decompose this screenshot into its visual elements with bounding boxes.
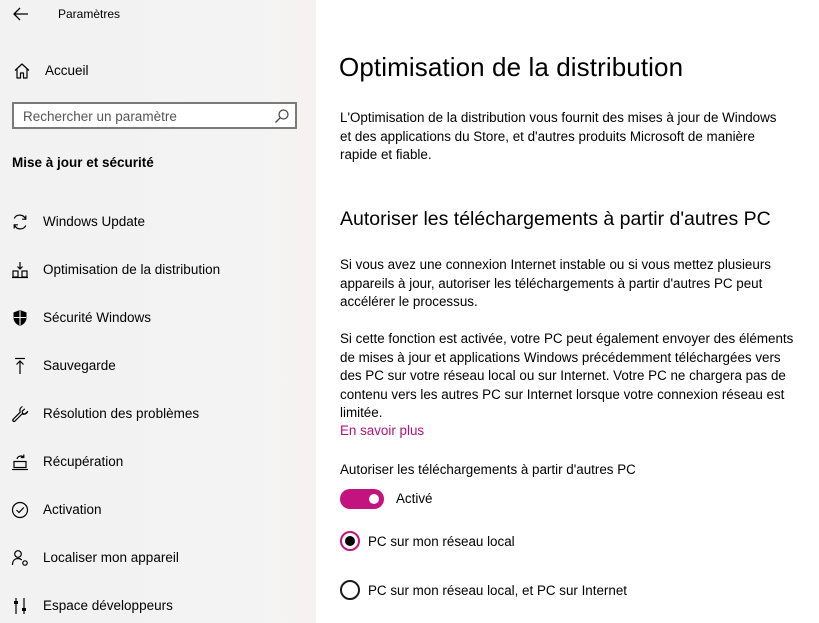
sidebar-item-label: Optimisation de la distribution	[43, 262, 221, 277]
sidebar-item-troubleshoot[interactable]	[0, 396, 316, 432]
shield-icon	[10, 308, 30, 328]
wrench-icon	[10, 404, 30, 424]
delivery-optimization-icon	[10, 260, 30, 280]
page-title: Optimisation de la distribution	[339, 52, 684, 82]
sidebar-item-label: Sécurité Windows	[43, 310, 152, 325]
recovery-icon	[10, 452, 30, 472]
back-button[interactable]	[9, 3, 33, 25]
radio-label-local-network[interactable]: PC sur mon réseau local	[368, 534, 515, 549]
radio-dot	[345, 536, 355, 546]
section-subtitle: Autoriser les téléchargements à partir d'autres PC	[340, 208, 771, 230]
sidebar-item-find-my-device[interactable]	[0, 540, 316, 576]
sidebar-item-label: Espace développeurs	[43, 598, 173, 613]
intro-text: L'Optimisation de la distribution vous fournit des mises à jour de Windows et des applications du Store, et d'autres produits Microsoft de manière rapide et fiable.	[340, 110, 777, 162]
sidebar-item-label: Localiser mon appareil	[43, 550, 179, 565]
section-title: Mise à jour et sécurité	[12, 155, 154, 170]
sidebar-item-label: Récupération	[43, 454, 124, 469]
sidebar-item-label: Activation	[43, 502, 102, 517]
home-icon	[12, 61, 32, 81]
sidebar-item-developers[interactable]	[0, 588, 316, 623]
check-circle-icon	[10, 500, 30, 520]
radio-local-network[interactable]	[340, 531, 360, 551]
toggle-knob	[369, 494, 379, 504]
sidebar-item-delivery-optimization[interactable]	[0, 252, 316, 288]
search-icon[interactable]	[274, 108, 290, 124]
search-input[interactable]	[23, 108, 263, 124]
backup-upload-icon	[10, 356, 30, 376]
main-content	[316, 0, 819, 623]
search-box[interactable]	[12, 102, 297, 129]
sidebar-item-windows-security[interactable]	[0, 300, 316, 336]
sidebar-item-label: Résolution des problèmes	[43, 406, 200, 421]
app-title: Paramètres	[58, 7, 121, 21]
radio-label-local-and-internet[interactable]: PC sur mon réseau local, et PC sur Internet	[368, 583, 627, 598]
sidebar-item-label: Windows Update	[43, 214, 146, 229]
description-paragraph-2: Si cette fonction est activée, votre PC peut également envoyer des éléments de mises à jour et applications Windows précédemment téléchargées vers des PC sur votre réseau local ou sur Internet. Votre PC ne chargera pas de contenu vers les autres PC sur Internet lorsque votre connexion réseau est limitée.	[340, 331, 794, 420]
sidebar-item-home[interactable]	[0, 56, 316, 86]
description-paragraph-1: Si vous avez une connexion Internet instable ou si vous mettez plusieurs appareils à jour, autoriser les téléchargements à partir d'autres PC peut accélérer le processus.	[340, 257, 771, 309]
sidebar-item-windows-update[interactable]	[0, 204, 316, 240]
sidebar-item-recovery[interactable]	[0, 444, 316, 480]
back-arrow-icon	[13, 7, 29, 21]
sidebar	[0, 0, 316, 623]
sync-icon	[10, 212, 30, 232]
person-locate-icon	[10, 548, 30, 568]
learn-more-link[interactable]: En savoir plus	[340, 423, 425, 438]
sidebar-item-label: Sauvegarde	[43, 358, 116, 373]
allow-downloads-toggle[interactable]	[340, 489, 384, 509]
toggle-state-label: Activé	[396, 491, 433, 506]
sidebar-item-activation[interactable]	[0, 492, 316, 528]
radio-local-and-internet[interactable]	[340, 580, 360, 600]
developer-tools-icon	[10, 596, 30, 616]
sidebar-item-backup[interactable]	[0, 348, 316, 384]
toggle-caption: Autoriser les téléchargements à partir d'autres PC	[340, 462, 636, 477]
sidebar-item-label: Accueil	[45, 63, 89, 78]
